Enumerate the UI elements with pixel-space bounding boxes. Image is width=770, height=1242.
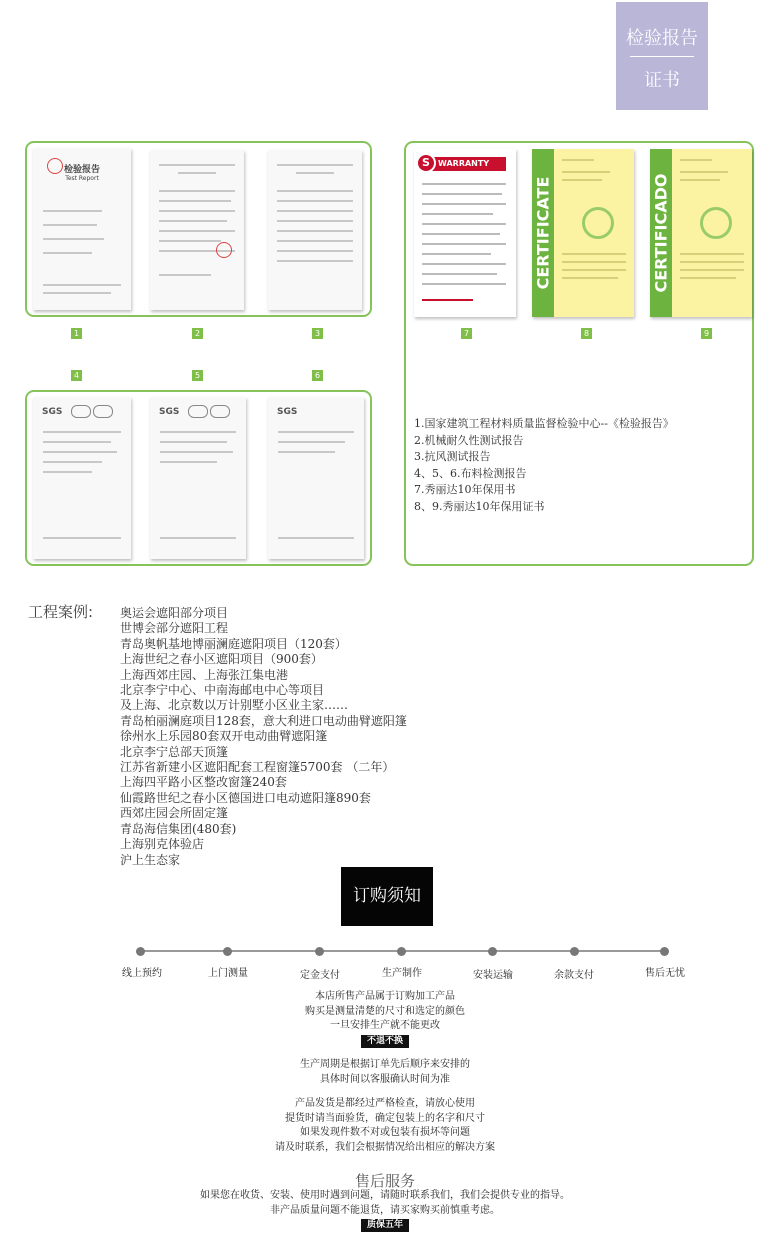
order-notice-title: 订购须知 — [341, 867, 433, 926]
step-label: 上门测量 — [208, 968, 248, 979]
text-line — [160, 461, 218, 463]
cert-logo-icon — [210, 405, 230, 418]
text-line — [160, 431, 237, 433]
text-line: 具体时间以客服确认时间为准 — [320, 1073, 450, 1085]
step-label: 生产制作 — [382, 968, 422, 979]
step-label: 定金支付 — [300, 970, 340, 981]
number-badge: 8 — [581, 328, 592, 339]
text-line — [680, 269, 744, 271]
text-line — [422, 183, 506, 185]
warranty-s-logo-icon: S — [416, 153, 436, 173]
text-line — [159, 220, 227, 222]
case-item: 上海西郊庄园、上海张江集电港 — [120, 667, 289, 682]
text-line — [422, 263, 506, 265]
text-line — [277, 250, 352, 252]
number-badge: 4 — [71, 370, 82, 381]
certificate-legend — [414, 416, 674, 516]
text-line — [680, 171, 728, 173]
sgs-report-5 — [150, 397, 246, 559]
text-line — [422, 243, 506, 245]
text-line — [43, 441, 112, 443]
text-line — [278, 537, 355, 539]
step-label: 售后无忧 — [645, 968, 685, 979]
text-line — [296, 172, 334, 174]
text-line — [422, 203, 506, 205]
case-item: 上海别克体验店 — [120, 837, 205, 852]
text-line — [422, 283, 506, 285]
certificate-band-text: CERTIFICADO — [651, 173, 671, 293]
text-line — [562, 171, 610, 173]
certificate-band — [532, 149, 554, 317]
text-line — [43, 210, 102, 212]
text-line — [422, 233, 500, 235]
report-image-2 — [150, 150, 244, 310]
text-line — [160, 451, 233, 453]
tag-divider — [630, 56, 694, 57]
text-line — [278, 441, 345, 443]
text-line — [680, 179, 720, 181]
legend-item: 2.机械耐久性测试报告 — [414, 433, 524, 447]
text-line — [422, 193, 502, 195]
report-title: 检验报告 — [63, 165, 100, 175]
case-item: 青岛奥帆基地博丽澜庭遮阳项目（120套） — [120, 636, 347, 651]
timeline-dot — [488, 947, 497, 956]
cert-logo-icon — [93, 405, 113, 418]
legend-item: 4、5、6.布料检测报告 — [414, 466, 527, 480]
timeline-dot — [223, 947, 232, 956]
text-line — [562, 277, 618, 279]
text-line — [160, 537, 237, 539]
text-line — [43, 461, 102, 463]
text-line — [159, 210, 234, 212]
text-line: 如果您在收货、安装、使用时遇到问题，请随时联系我们，我们会提供专业的指导。 — [200, 1190, 570, 1201]
certificate-band — [650, 149, 672, 317]
number-badge: 2 — [192, 328, 203, 339]
case-item: 仙霞路世纪之春小区德国进口电动遮阳篷890套 — [120, 790, 371, 805]
text-line: 本店所售产品属于订购加工产品 — [315, 991, 455, 1002]
sgs-logo: SGS — [159, 407, 180, 417]
text-line — [277, 200, 352, 202]
text-line — [680, 253, 744, 255]
text-line — [277, 230, 352, 232]
text-line — [562, 253, 626, 255]
text-line — [422, 299, 473, 301]
timeline-dot — [570, 947, 579, 956]
sgs-logo: SGS — [42, 407, 63, 417]
cases-title: 工程案例: — [28, 603, 94, 621]
certificate-body — [672, 149, 752, 317]
after-sales-title: 售后服务 — [354, 1172, 415, 1190]
text-line — [277, 260, 352, 262]
legend-item: 1.国家建筑工程材料质量监督检验中心--《检验报告》 — [414, 417, 674, 430]
report-image-1 — [33, 148, 131, 310]
case-item: 奥运会遮阳部分项目 — [120, 606, 229, 620]
number-badge: 3 — [312, 328, 323, 339]
text-line: 购买是测量清楚的尺寸和选定的颜色 — [305, 1005, 465, 1017]
legend-item: 7.秀丽达10年保用书 — [414, 483, 516, 497]
text-line — [159, 190, 234, 192]
text-line — [277, 190, 352, 192]
case-item: 徐州水上乐园80套双开电动曲臂遮阳篷 — [120, 729, 328, 744]
certificate-band-text: CERTIFICATE — [533, 176, 553, 290]
number-badge: 9 — [701, 328, 712, 339]
text-line — [680, 261, 744, 263]
warranty-header: WARRANTY — [420, 157, 506, 171]
step-label: 线上预约 — [122, 968, 162, 979]
report-image-3 — [268, 150, 362, 310]
certificate-body — [554, 149, 634, 317]
text-line — [159, 274, 211, 276]
case-item: 上海世纪之春小区遮阳项目（900套） — [120, 652, 323, 667]
text-line — [159, 240, 221, 242]
text-line — [43, 252, 92, 254]
text-line — [43, 431, 121, 433]
text-line: 请及时联系，我们会根据情况给出相应的解决方案 — [275, 1141, 495, 1153]
order-paragraph-2 — [0, 1058, 770, 1087]
tag-line2: 证书 — [644, 70, 680, 91]
number-badge: 1 — [71, 328, 82, 339]
timeline-dot — [397, 947, 406, 956]
text-line: 如果发现件数不对或包装有损坏等问题 — [300, 1127, 470, 1138]
tag-line1: 检验报告 — [626, 28, 698, 49]
timeline-dot — [315, 947, 324, 956]
textile-logo-icon — [700, 207, 732, 239]
cert-logo-icon — [188, 405, 208, 418]
case-item: 及上海、北京数以万计别墅小区业主家…… — [120, 698, 349, 713]
text-line: 非产品质量问题不能退货，请买家购买前慎重考虑。 — [270, 1204, 500, 1216]
text-line — [422, 213, 493, 215]
text-line — [43, 238, 104, 240]
case-item: 北京李宁中心、中南海邮电中心等项目 — [120, 683, 325, 698]
text-line — [562, 179, 602, 181]
text-line — [160, 441, 227, 443]
text-line — [422, 273, 497, 275]
text-line — [178, 172, 216, 174]
warranty-certificate-7 — [414, 149, 516, 317]
text-line — [680, 277, 736, 279]
text-line — [278, 451, 336, 453]
number-badge: 6 — [312, 370, 323, 381]
certificate-8 — [532, 149, 634, 317]
text-line — [562, 261, 626, 263]
case-item: 北京李宁总部天顶篷 — [120, 744, 229, 759]
text-line — [422, 223, 506, 225]
order-paragraph-3 — [0, 1097, 770, 1155]
number-badge: 5 — [192, 370, 203, 381]
text-line — [43, 224, 97, 226]
text-line — [680, 159, 712, 161]
text-line: 提货时请当面验货，确定包装上的名字和尺寸 — [285, 1112, 485, 1124]
no-return-badge: 不退不换 — [361, 1035, 409, 1048]
case-item: 世博会部分遮阳工程 — [120, 621, 229, 636]
after-sales-paragraph — [0, 1189, 770, 1233]
text-line — [562, 269, 626, 271]
text-line — [43, 537, 121, 539]
step-label: 安装运输 — [473, 970, 513, 981]
text-line — [277, 240, 352, 242]
text-line — [277, 220, 352, 222]
sgs-report-6 — [268, 397, 364, 559]
section-tag — [616, 2, 708, 110]
red-stamp-icon — [216, 242, 232, 258]
step-label: 余款支付 — [554, 970, 594, 981]
text-line — [43, 451, 117, 453]
case-item: 上海四平路小区整改窗篷240套 — [120, 775, 287, 790]
certificate-9 — [650, 149, 752, 317]
cases-list — [120, 606, 407, 868]
text-line — [278, 431, 355, 433]
order-paragraph-1 — [0, 990, 770, 1048]
textile-logo-icon — [582, 207, 614, 239]
cert-logo-icon — [71, 405, 91, 418]
legend-item: 8、9.秀丽达10年保用证书 — [414, 499, 545, 513]
text-line: 产品发货是都经过严格检查，请放心使用 — [295, 1098, 475, 1109]
sgs-report-4 — [33, 397, 131, 559]
sgs-logo: SGS — [277, 407, 298, 417]
warranty-badge: 质保五年 — [361, 1219, 409, 1232]
text-line — [277, 210, 352, 212]
timeline-dot — [136, 947, 145, 956]
text-line: 生产周期是根据订单先后顺序来安排的 — [300, 1059, 470, 1070]
case-item: 江苏省新建小区遮阳配套工程窗篷5700套 （二年） — [120, 760, 395, 775]
text-line — [43, 284, 121, 286]
text-line — [562, 159, 594, 161]
text-line — [159, 164, 234, 166]
text-line — [159, 200, 230, 202]
number-badge: 7 — [461, 328, 472, 339]
text-line — [43, 471, 92, 473]
text-line: 一旦安排生产就不能更改 — [330, 1020, 440, 1031]
case-item: 沪上生态家 — [120, 852, 181, 867]
text-line — [159, 230, 234, 232]
case-item: 西郊庄园会所固定篷 — [120, 806, 229, 821]
text-line — [422, 253, 491, 255]
legend-item: 3.抗风测试报告 — [414, 450, 491, 464]
text-line — [277, 164, 352, 166]
timeline-dot — [660, 947, 669, 956]
text-line — [43, 292, 112, 294]
case-item: 青岛柏丽澜庭项目128套，意大利进口电动曲臂遮阳篷 — [120, 713, 407, 728]
case-item: 青岛海信集团(480套) — [120, 821, 237, 836]
report-subtitle: Test Report — [65, 175, 99, 182]
